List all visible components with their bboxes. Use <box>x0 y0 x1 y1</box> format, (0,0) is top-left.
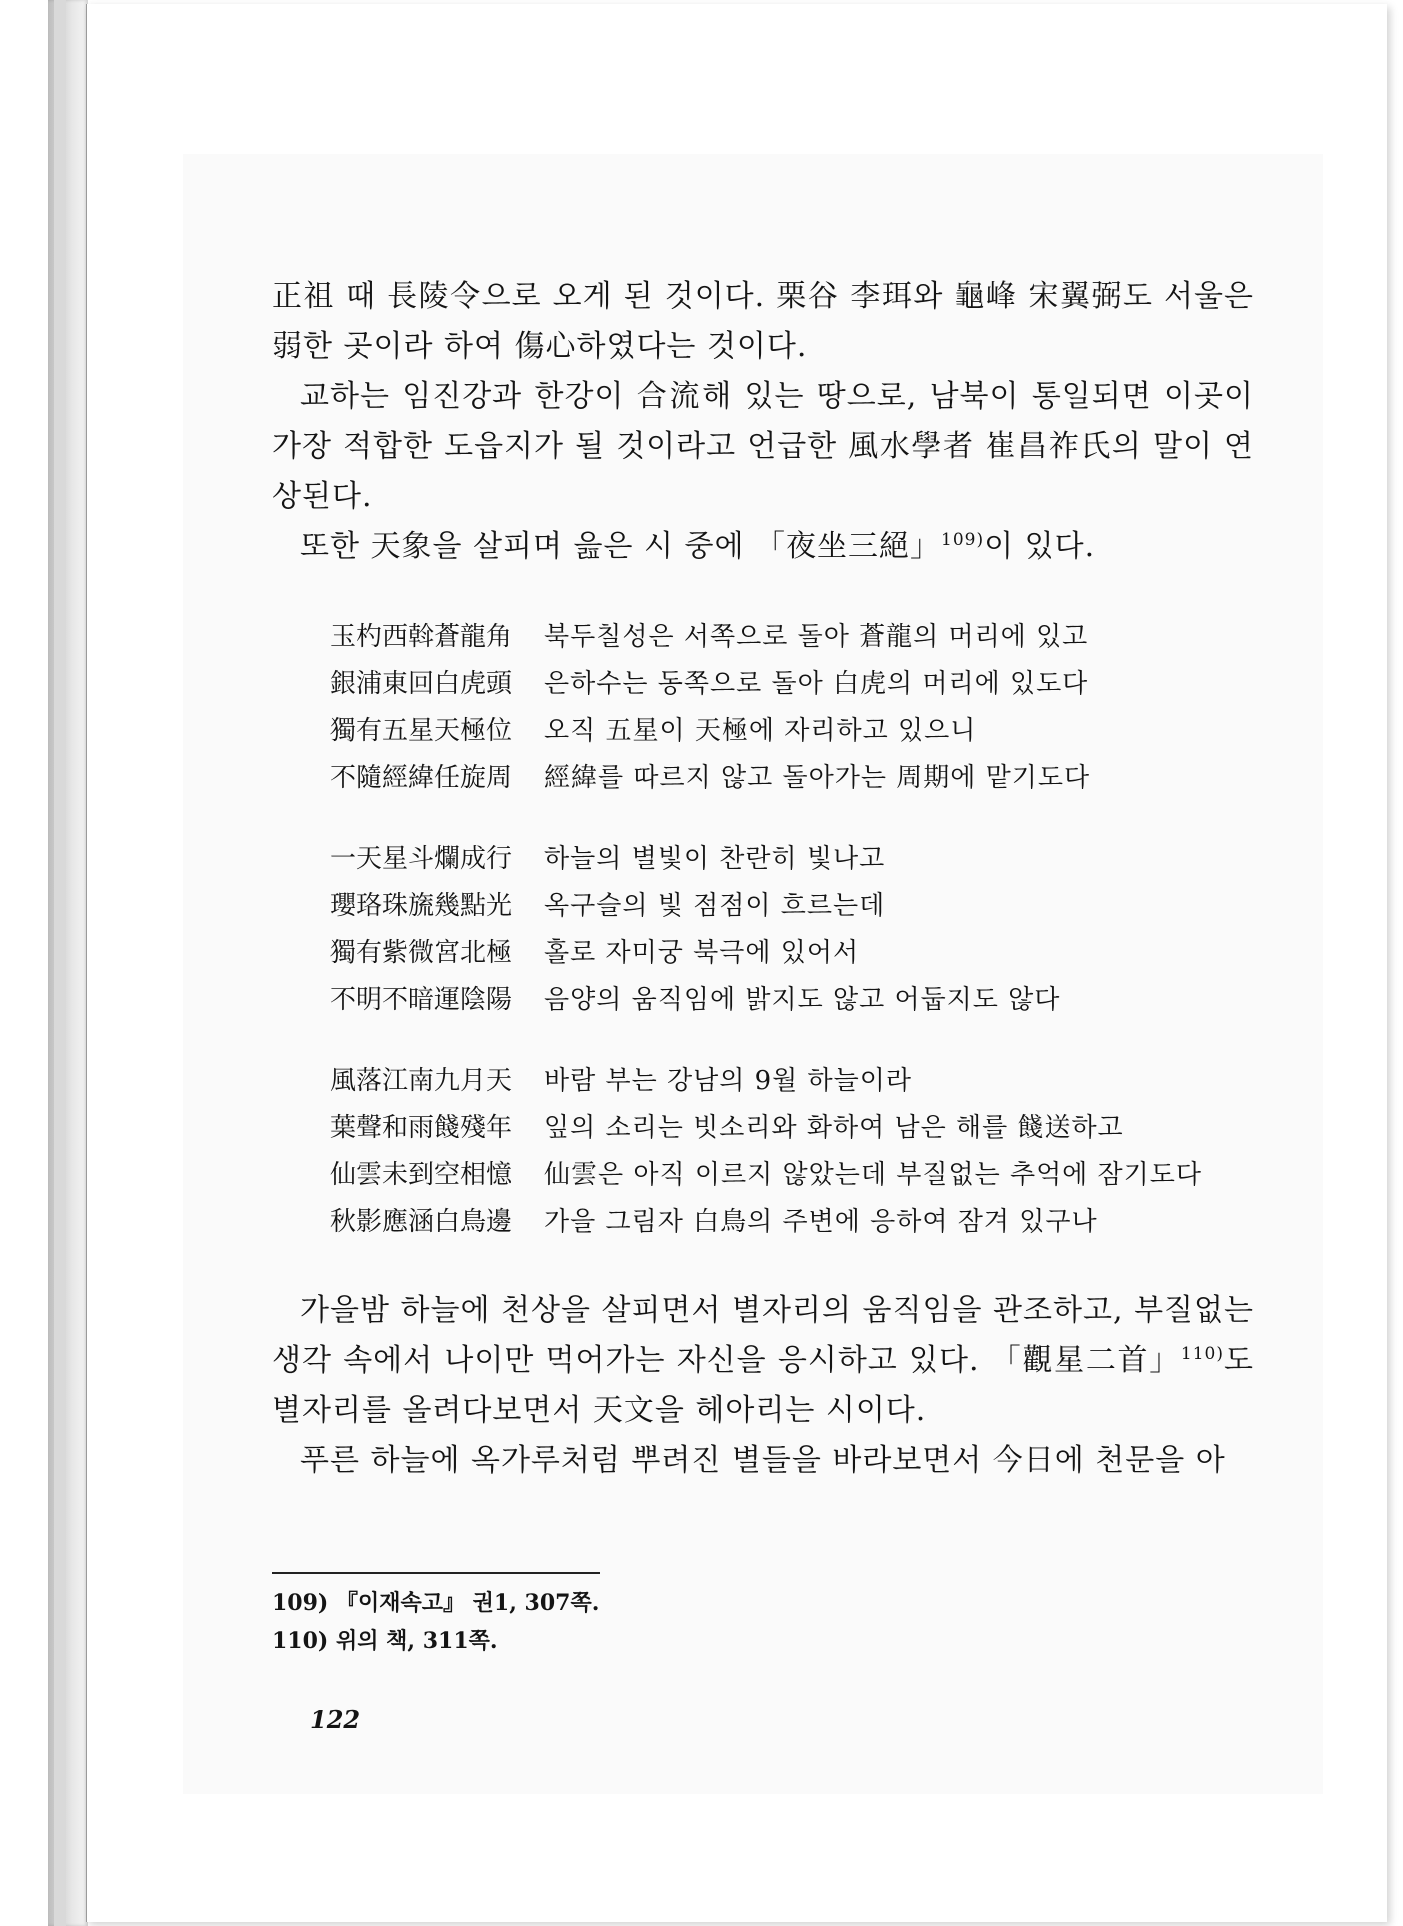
poem-line <box>330 977 1254 1024</box>
poem-line-hanja: 不明不暗運陰陽 <box>330 985 513 1015</box>
poem-line-translation: 하늘의 별빛이 찬란히 빛나고 <box>544 844 886 874</box>
poem-line-translation: 은하수는 동쪽으로 돌아 白虎의 머리에 있도다 <box>544 669 1089 699</box>
poem-line <box>330 883 1254 930</box>
footnote-ref-110[interactable]: 110) <box>1180 1344 1225 1364</box>
paragraph-3-text: 가을밤 하늘에 천상을 살피면서 별자리의 움직임을 관조하고, 부질없는 생각 속에서 나이만 먹어가는 자신을 응시하고 있다. 「觀星二首」 <box>272 1293 1254 1378</box>
poem-line-hanja: 銀浦東回白虎頭 <box>330 669 513 699</box>
poem-line <box>330 930 1254 977</box>
poem-stanza-1 <box>330 614 1254 802</box>
poem-line-translation: 홀로 자미궁 북극에 있어서 <box>544 938 860 968</box>
poem-line-translation: 음양의 움직임에 밝지도 않고 어둡지도 않다 <box>544 985 1061 1015</box>
page-content <box>272 272 1254 1486</box>
poem-line <box>330 1105 1254 1152</box>
paragraph-2: 교하는 임진강과 한강이 合流해 있는 땅으로, 남북이 통일되면 이곳이 가장 적합한 도읍지가 될 것이라고 언급한 風水學者 崔昌祚氏의 말이 연상된다. <box>272 379 1254 514</box>
poem-line-hanja: 獨有紫微宮北極 <box>330 938 513 968</box>
footnote-109: 109) 『이재속고』 권1, 307쪽. <box>272 1590 600 1616</box>
poem-line <box>330 836 1254 883</box>
poem-line-translation: 잎의 소리는 빗소리와 화하여 남은 해를 餞送하고 <box>544 1113 1124 1143</box>
footnote-divider <box>272 1572 600 1574</box>
poem-line <box>330 708 1254 755</box>
poem-line-translation: 仙雲은 아직 이르지 않았는데 부질없는 추억에 잠기도다 <box>544 1160 1203 1190</box>
poem <box>272 614 1254 1246</box>
poem-stanza-3 <box>330 1058 1254 1246</box>
poem-line-hanja: 瓔珞珠旒幾點光 <box>330 891 513 921</box>
poem-line-translation: 오직 五星이 天極에 자리하고 있으니 <box>544 716 977 746</box>
footnotes <box>272 1584 599 1660</box>
poem-line <box>330 1199 1254 1246</box>
poem-line <box>330 614 1254 661</box>
poem-intro <box>272 522 1254 572</box>
paragraph-3 <box>272 1286 1254 1436</box>
paragraph-3-text-end: 도 별자리를 올려다보면서 天文을 헤아리는 시이다. <box>272 1343 1254 1428</box>
poem-intro-text-end: 이 있다. <box>984 529 1096 564</box>
poem-line-translation: 가을 그림자 白鳥의 주변에 응하여 잠겨 있구나 <box>544 1207 1098 1237</box>
poem-line-hanja: 葉聲和雨餞殘年 <box>330 1113 513 1143</box>
footnote-110: 110) 위의 책, 311쪽. <box>272 1628 498 1654</box>
footnote-ref-109[interactable]: 109) <box>941 530 985 550</box>
poem-line-translation: 옥구슬의 빛 점점이 흐르는데 <box>544 891 886 921</box>
body-after-poem <box>272 1286 1254 1486</box>
poem-line-hanja: 仙雲未到空相憶 <box>330 1160 513 1190</box>
poem-line-translation: 북두칠성은 서쪽으로 돌아 蒼龍의 머리에 있고 <box>544 622 1089 652</box>
poem-line <box>330 755 1254 802</box>
poem-stanza-2 <box>330 836 1254 1024</box>
poem-line-hanja: 一天星斗爛成行 <box>330 844 513 874</box>
book-spine-edge <box>54 0 66 1926</box>
poem-line-hanja: 風落江南九月天 <box>330 1066 513 1096</box>
poem-line <box>330 1058 1254 1105</box>
paragraph-1: 正祖 때 長陵令으로 오게 된 것이다. 栗谷 李珥와 龜峰 宋翼弼도 서울은 弱한 곳이라 하여 傷心하였다는 것이다. <box>272 279 1254 364</box>
poem-line-hanja: 獨有五星天極位 <box>330 716 513 746</box>
poem-line-hanja: 不隨經緯任旋周 <box>330 763 513 793</box>
paragraph-4: 푸른 하늘에 옥가루처럼 뿌려진 별들을 바라보면서 今日에 천문을 아 <box>300 1443 1226 1478</box>
poem-intro-text: 또한 天象을 살피며 읊은 시 중에 「夜坐三絕」 <box>300 529 941 564</box>
poem-line-hanja: 玉杓西斡蒼龍角 <box>330 622 513 652</box>
poem-line-translation: 바람 부는 강남의 9월 하늘이라 <box>544 1066 912 1096</box>
page-number: 122 <box>310 1705 361 1734</box>
poem-line <box>330 661 1254 708</box>
poem-line <box>330 1152 1254 1199</box>
poem-line-translation: 經緯를 따르지 않고 돌아가는 周期에 맡기도다 <box>544 763 1091 793</box>
poem-line-hanja: 秋影應涵白鳥邊 <box>330 1207 513 1237</box>
